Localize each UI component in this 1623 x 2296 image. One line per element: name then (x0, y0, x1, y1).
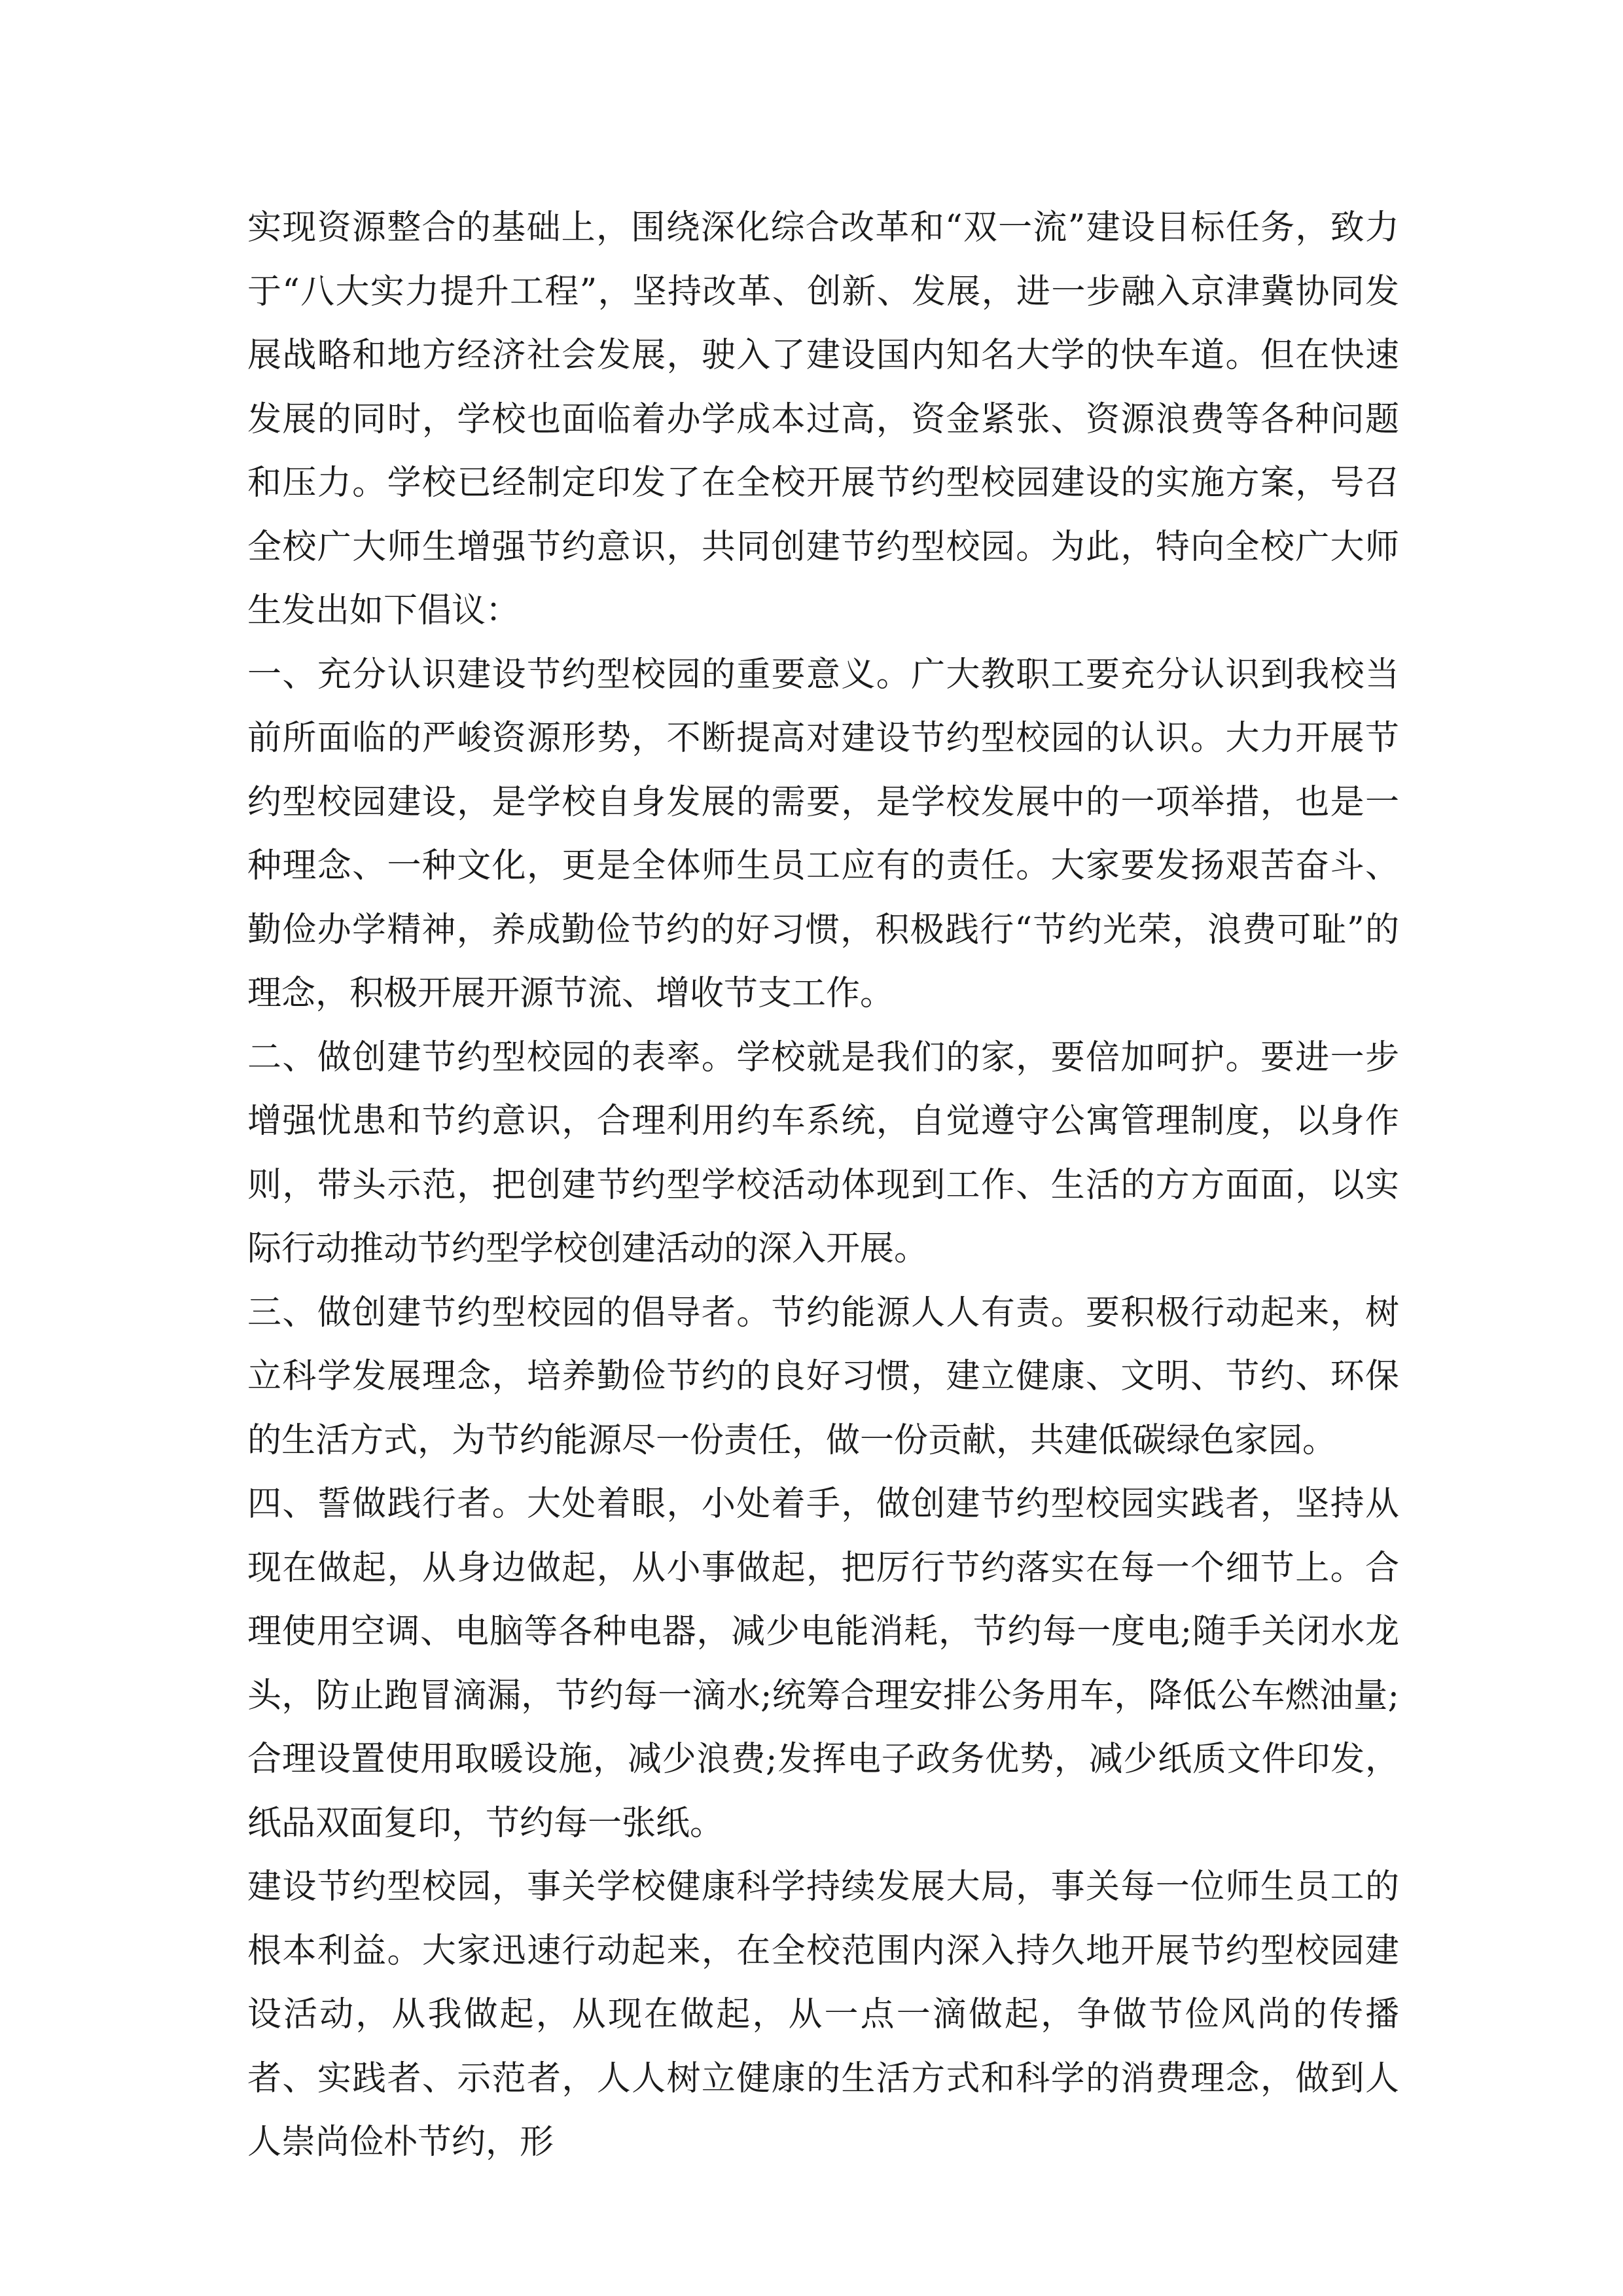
document-body (247, 196, 1399, 2175)
paragraph-item-2: 二、做创建节约型校园的表率。学校就是我们的家，要倍加呵护。要进一步增强忧患和节约意识，合理利用约车系统，自觉遵守公寓管理制度，以身作则，带头示范，把创建节约型学校活动体现到工作、生活的方方面面，以实际行动推动节约型学校创建活动的深入开展。 (247, 1037, 1399, 1268)
paragraph-conclusion: 建设节约型校园，事关学校健康科学持续发展大局，事关每一位师生员工的根本利益。大家迅速行动起来，在全校范围内深入持久地开展节约型校园建设活动，从我做起，从现在做起，从一点一滴做起，争做节俭风尚的传播者、实践者、示范者，人人树立健康的生活方式和科学的消费理念，做到人人崇尚俭朴节约，形 (247, 1867, 1399, 2162)
paragraph-item-1: 一、充分认识建设节约型校园的重要意义。广大教职工要充分认识到我校当前所面临的严峻资源形势，不断提高对建设节约型校园的认识。大力开展节约型校园建设，是学校自身发展的需要，是学校发展中的一项举措，也是一种理念、一种文化，更是全体师生员工应有的责任。大家要发扬艰苦奋斗、勤俭办学精神，养成勤俭节约的好习惯，积极践行“节约光荣，浪费可耻”的理念，积极开展开源节流、增收节支工作。 (247, 655, 1399, 1013)
paragraph-item-3: 三、做创建节约型校园的倡导者。节约能源人人有责。要积极行动起来，树立科学发展理念，培养勤俭节约的良好习惯，建立健康、文明、节约、环保的生活方式，为节约能源尽一份责任，做一份贡献，共建低碳绿色家园。 (247, 1293, 1399, 1460)
paragraph-intro: 实现资源整合的基础上，围绕深化综合改革和“双一流”建设目标任务，致力于“八大实力提升工程”，坚持改革、创新、发展，进一步融入京津冀协同发展战略和地方经济社会发展，驶入了建设国内知名大学的快车道。但在快速发展的同时，学校也面临着办学成本过高，资金紧张、资源浪费等各种问题和压力。学校已经制定印发了在全校开展节约型校园建设的实施方案，号召全校广大师生增强节约意识，共同创建节约型校园。为此，特向全校广大师生发出如下倡议： (247, 208, 1399, 630)
paragraph-item-4: 四、誓做践行者。大处着眼，小处着手，做创建节约型校园实践者，坚持从现在做起，从身边做起，从小事做起，把厉行节约落实在每一个细节上。合理使用空调、电脑等各种电器，减少电能消耗，节约每一度电;随手关闭水龙头，防止跑冒滴漏，节约每一滴水;统筹合理安排公务用车，降低公车燃油量;合理设置使用取暖设施，减少浪费;发挥电子政务优势，减少纸质文件印发，纸品双面复印，节约每一张纸。 (247, 1484, 1399, 1843)
